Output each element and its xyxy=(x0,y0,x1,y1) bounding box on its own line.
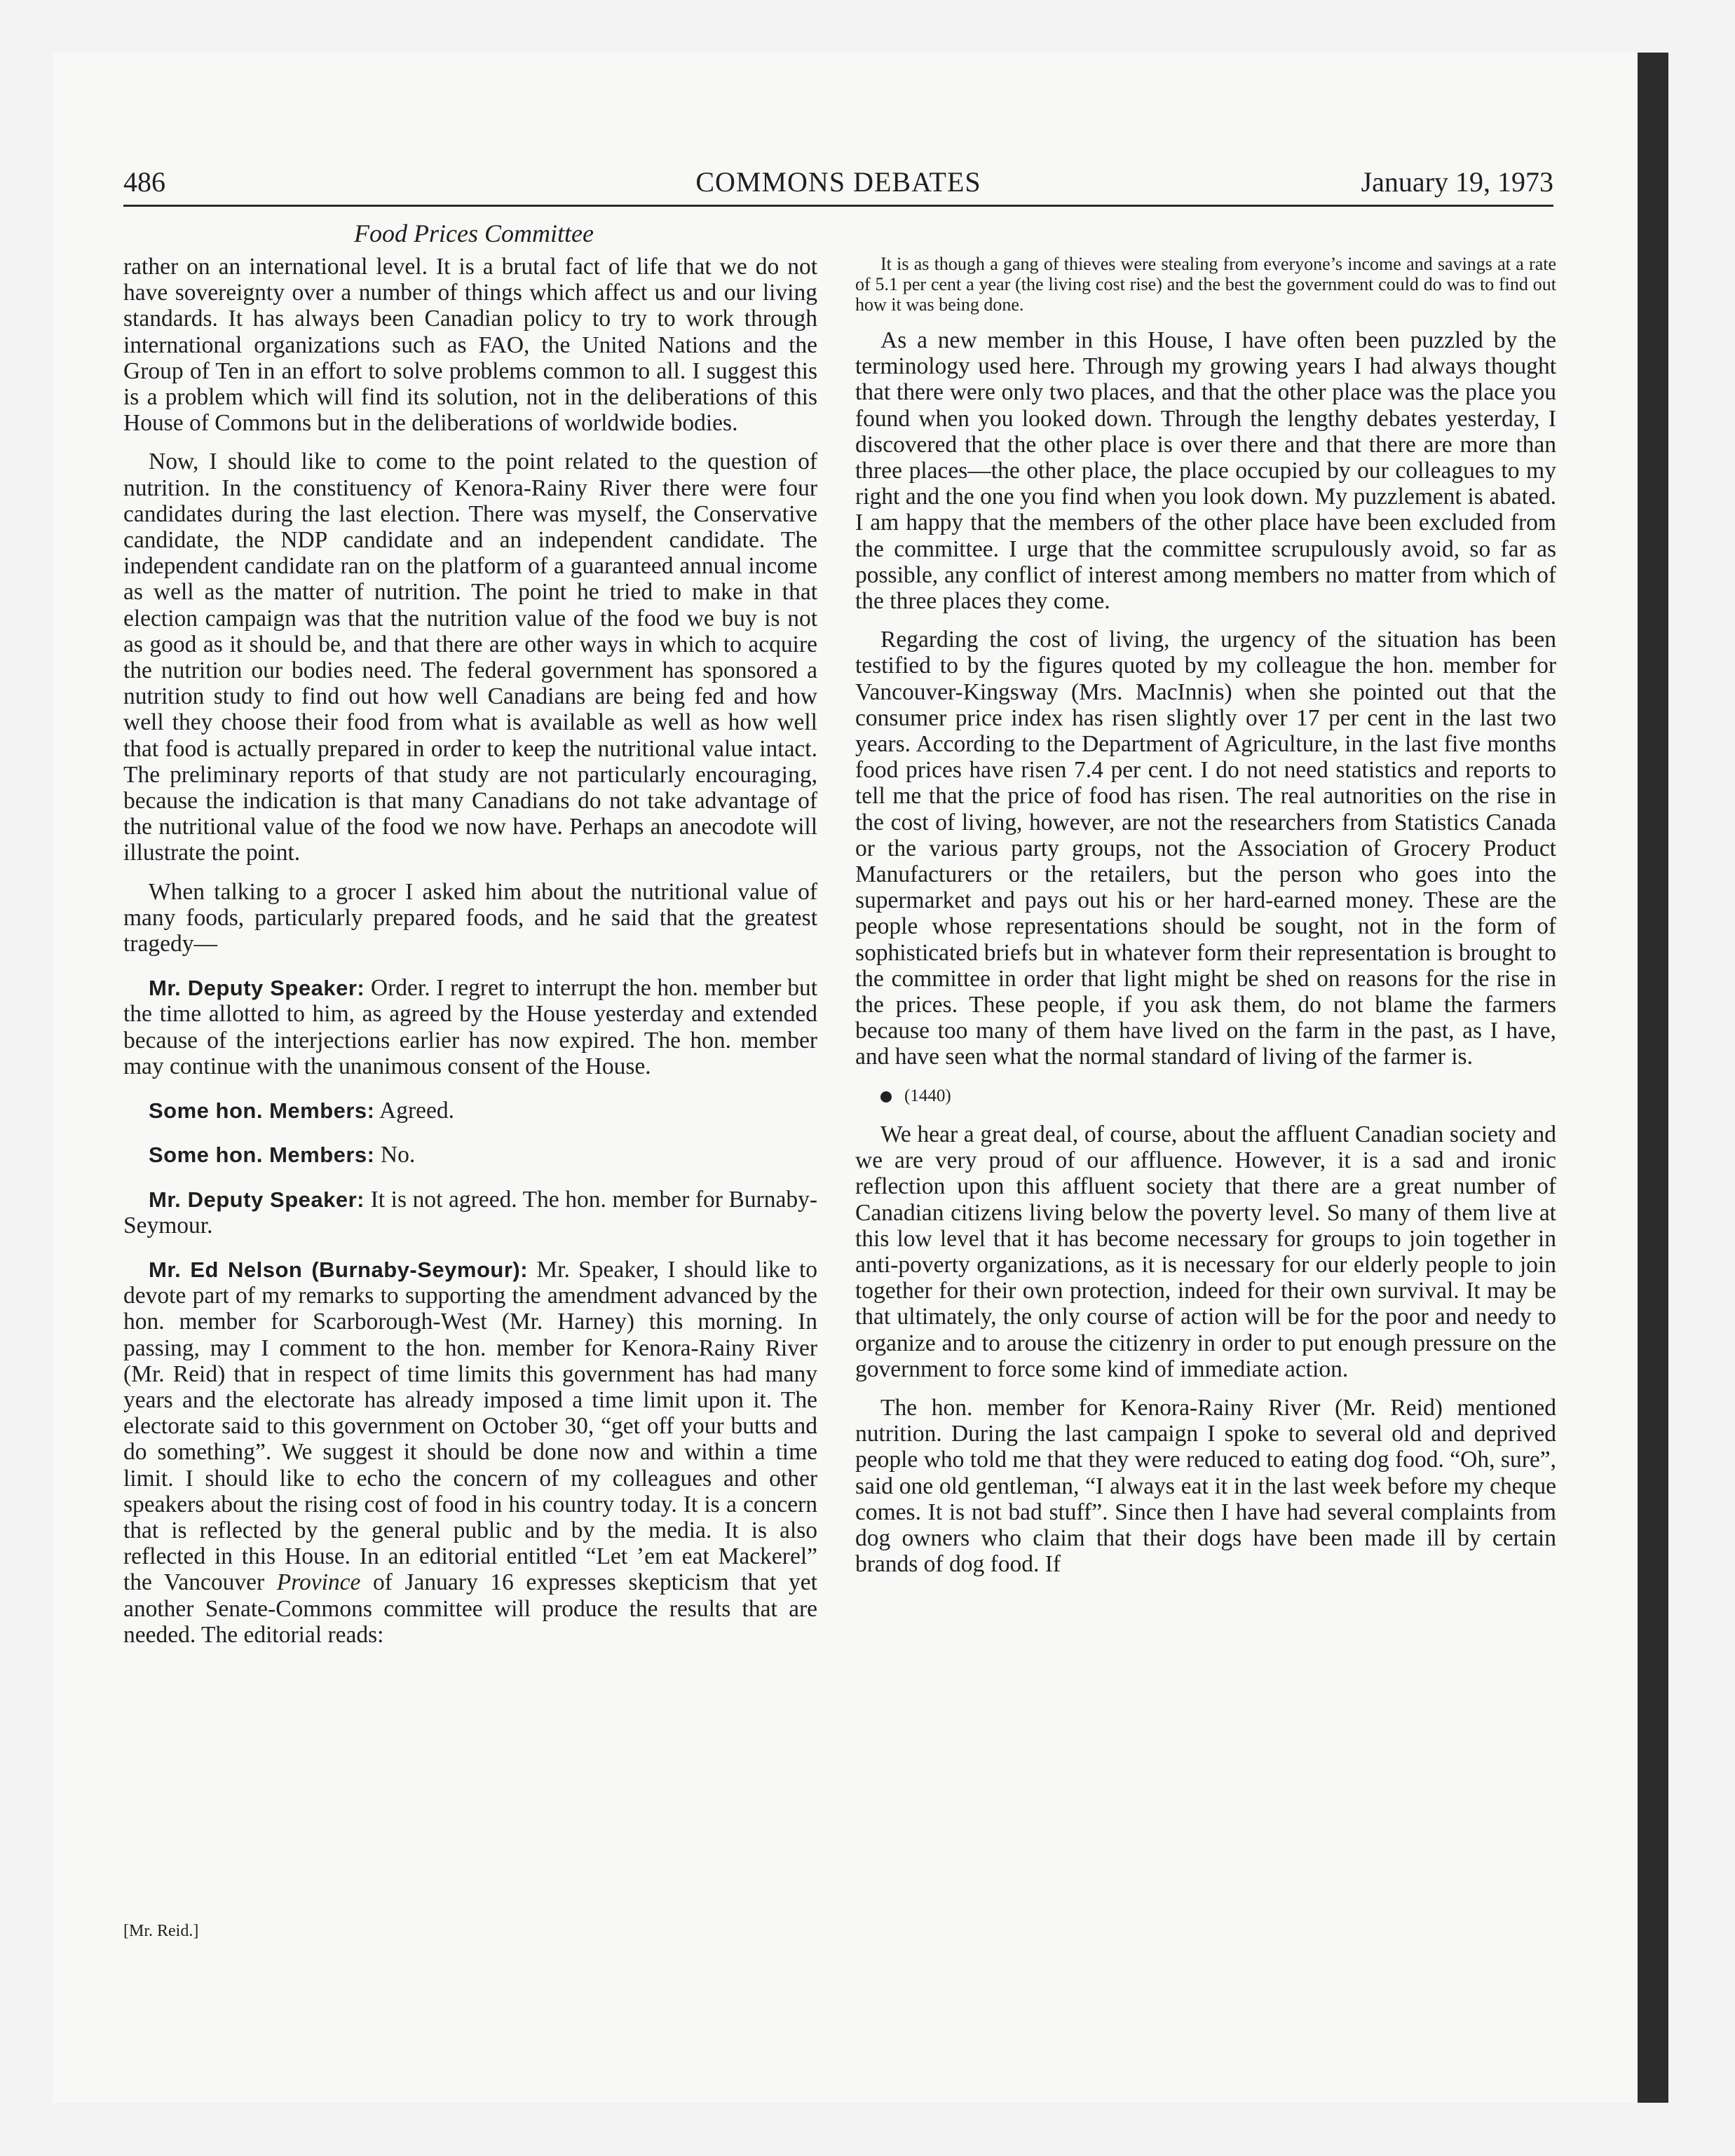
speech-text: of January 16 expresses skepticism that yet another Senate-Commons committee will produce the results that are needed. The editorial reads: xyxy=(123,1569,817,1648)
speech-nelson xyxy=(123,1257,817,1648)
footer-note: [Mr. Reid.] xyxy=(123,1922,199,1940)
speech-members-agreed xyxy=(123,1098,817,1124)
paragraph: Regarding the cost of living, the urgency of the situation has been testified to by the figures quoted by my colleague the hon. member for Vancouver-Kingsway (Mrs. MacInnis) when she pointed out that the consumer price index has risen slightly over 17 per cent in the last two years. According to the Department of Agriculture, in the last five months food prices have risen 7.4 per cent. I do not need statistics and reports to tell me that the price of food has risen. The real autnorities on the rise in the cost of living, however, are not the researchers from Statistics Canada or the various party groups, not the Association of Grocery Product Manufacturers or the retailers, but the person who goes into the supermarket and pays out his or her hard-earned money. These are the people whose representations should be sought, not in the form of sophisticated briefs but in whatever form their representation is brought to the committee in order that light might be shed on reasons for the rise in the prices. These people, if you ask them, do not blame the farmers because too many of them have lived on the farm in the past, as I have, and have seen what the normal standard of living of the farmer is. xyxy=(855,627,1556,1070)
speech-text: Agreed. xyxy=(379,1098,454,1124)
page-date: January 19, 1973 xyxy=(1361,166,1553,198)
speech-text: It is not agreed. The hon. member for Burnaby-Seymour. xyxy=(123,1186,818,1239)
speaker-name: Some hon. Members: xyxy=(149,1142,375,1168)
speech-text: Order. I regret to interrupt the hon. member but the time allotted to him, as agreed by the House yesterday and extended because of the interjections earlier has now expired. The hon. member may continue with the unanimous consent of the House. xyxy=(123,975,817,1079)
speaker-name: Some hon. Members: xyxy=(149,1098,375,1124)
speech-members-no xyxy=(123,1142,817,1168)
time-marker xyxy=(855,1083,1556,1109)
paragraph: When talking to a grocer I asked him about the nutritional value of many foods, particularly prepared foods, and he said that the greatest tragedy— xyxy=(123,878,817,957)
paragraph: Now, I should like to come to the point related to the question of nutrition. In the constituency of Kenora-Rainy River there were four candidates during the last election. There was myself, the Conservative candidate, the NDP candidate and an independent candidate. The independent candidate ran on the platform of a guaranteed annual income as well as the matter of nutrition. The point he tried to make in that election campaign was that the nutrition value of the food we buy is not as good as it should be, and that there are other ways in which to acquire the nutrition our bodies need. The federal government has sponsored a nutrition study to find out how well Canadians are being fed and how well they choose their food from what is available as well as how well that food is actually prepared in order to keep the nutritional value intact. The preliminary reports of that study are not particularly encouraging, because the indication is that many Canadians do not take advantage of the nutritional value of the food we now have. Perhaps an anecodote will illustrate the point. xyxy=(123,449,817,866)
paragraph: As a new member in this House, I have often been puzzled by the terminology used here. Through my growing years I had always thought that there were only two places, and that the other place was the place you found when you looked down. Through the lengthy debates yesterday, I discovered that the other place is over there and that there are more than three places—the other place, the place occupied by our colleagues to my right and the one you find when you look down. My puzzlement is abated. I am happy that the members of the other place have been excluded from the committee. I urge that the committee scrupulously avoid, so far as possible, any conflict of interest among members no matter from which of the three places they come. xyxy=(855,327,1556,615)
speaker-name: Mr. Ed Nelson (Burnaby-Seymour): xyxy=(149,1257,529,1282)
bullet-dot-icon xyxy=(880,1091,892,1103)
paragraph: The hon. member for Kenora-Rainy River (Mr. Reid) mentioned nutrition. During the last campaign I spoke to several old and deprived people who told me that they were reduced to eating dog food. “Oh, sure”, said one old gentleman, “I always eat it in the last week before my cheque comes. It is not bad stuff”. Since then I have had several complaints from dog owners who claim that their dogs have been made ill by certain brands of dog food. If xyxy=(855,1394,1556,1578)
section-subheading: Food Prices Committee xyxy=(354,219,594,247)
newspaper-title: Province xyxy=(276,1569,361,1596)
speech-deputy-speaker xyxy=(123,1187,817,1239)
speech-deputy-speaker xyxy=(123,975,817,1079)
paragraph: We hear a great deal, of course, about the affluent Canadian society and we are very proud of our affluence. However, it is a sad and ironic reflection upon this affluent society that there are a great number of Canadian citizens living below the poverty level. So many of them live at this low level that it has become necessary for groups to join together in anti-poverty organizations, as it is necessary for our elderly people to join together for their own protection, indeed for their own survival. It may be that ultimately, the only course of action will be for the poor and needy to organize and to arouse the citizenry in order to put enough pressure on the government to force some kind of immediate action. xyxy=(855,1121,1556,1382)
right-column xyxy=(855,254,1556,1590)
page-header xyxy=(123,163,1553,207)
page-number: 486 xyxy=(123,166,165,198)
speaker-name: Mr. Deputy Speaker: xyxy=(149,1187,365,1212)
speaker-name: Mr. Deputy Speaker: xyxy=(149,976,365,1001)
editorial-quote: It is as though a gang of thieves were stealing from everyone’s income and savings at a rate of 5.1 per cent a year (the living cost rise) and the best the government could do was to find out how it was being done. xyxy=(855,254,1556,315)
scanner-edge-bar xyxy=(1638,53,1668,2103)
journal-title: COMMONS DEBATES xyxy=(695,166,981,198)
left-column xyxy=(123,254,817,1660)
speech-text: No. xyxy=(380,1142,416,1168)
time-marker-text: (1440) xyxy=(904,1086,951,1105)
speech-text: Mr. Speaker, I should like to devote part of my remarks to supporting the amendment advanced by the hon. member for Scarborough-West (Mr. Harney) this morning. In passing, may I comment to the hon. member for Kenora-Rainy River (Mr. Reid) that in respect of time limits this government has had many years and the electorate has already imposed a time limit upon it. The electorate said to this government on October 30, “get off your butts and do something”. We suggest it should be done now and within a time limit. I should like to echo the concern of my colleagues and other speakers about the rising cost of food in his country today. It is a concern that is reflected by the general public and by the media. It is also reflected in this House. In an editorial entitled “Let ’em eat Mackerel” the Vancouver xyxy=(123,1256,817,1596)
paragraph: rather on an international level. It is a brutal fact of life that we do not have sovereignty over a number of things which affect us and our living standards. It has always been Canadian policy to try to work through international organizations such as FAO, the United Nations and the Group of Ten in an effort to solve problems common to all. I suggest this is a problem which will find its solution, not in the deliberations of this House of Commons but in the deliberations of worldwide bodies. xyxy=(123,254,817,437)
